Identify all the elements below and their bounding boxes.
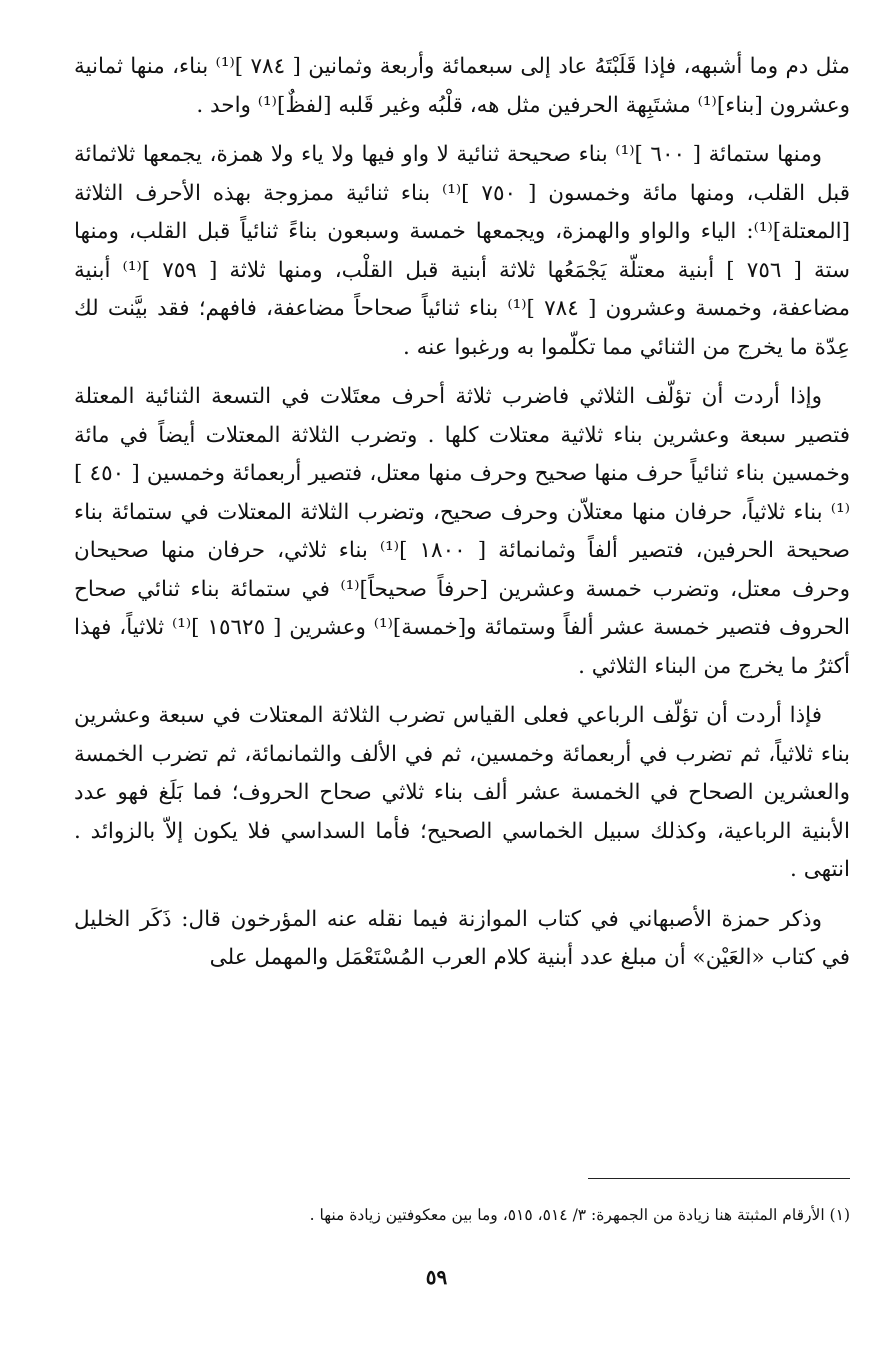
paragraph-4: فإذا أردت أن تؤلّف الرباعي فعلى القياس تضرب الثلاثة المعتلات في سبعة وعشرين بناء ثلاثياً، ثم تضرب في أربعمائة وخمسين، ثم في الألف والثمانمائة، ثم تضرب الخمسة والعشرين الصحاح في الخمسة عشر ألف بناء ثلاثي صحاح الحروف؛ فما بَلَغ فهو عدد الأبنية الرباعية، وكذلك سبيل الخماسي الصحيح؛ فأما السداسي فلا يكون إلاّ بالزوائد . انتهى . — [74, 703, 850, 882]
paragraph-1: مثل دم وما أشبهه، فإذا قَلَبْتَهُ عاد إلى سبعمائة وأربعة وثمانين [ ٧٨٤ ]⁽¹⁾ بناء، منها ثمانية وعشرون [بناء]⁽¹⁾ مشتَبِهة الحرفين مثل هه، قلْبُه وغير قَلبه [لفظٌ]⁽¹⁾ واحد . — [74, 54, 850, 118]
paragraph-2: ومنها ستمائة [ ٦٠٠ ]⁽¹⁾ بناء صحيحة ثنائية لا واو فيها ولا ياء ولا همزة، يجمعها ثلاثمائة قبل القلب، ومنها مائة وخمسون [ ٧٥٠ ]⁽¹⁾ بناء ثنائية ممزوجة بهذه الأحرف الثلاثة [المعتلة]⁽¹⁾: الياء والواو والهمزة، ويجمعها خمسة وسبعون بناءً ثنائياً قبل القلب، ومنها ستة [ ٧٥٦ ] أبنية معتلّة يَجْمَعُها ثلاثة أبنية قبل القلْب، ومنها ثلاثة [ ٧٥٩ ]⁽¹⁾ أبنية مضاعفة، وخمسة وعشرون [ ٧٨٤ ]⁽¹⁾ بناء ثنائياً صحاحاً مضاعفة، فافهم؛ فقد بيَّنت لك عِدّة ما يخرج من الثنائي مما تكلّموا به ورغبوا عنه . — [74, 142, 850, 360]
page-number: ٥٩ — [425, 1265, 448, 1289]
paragraph-5: وذكر حمزة الأصبهاني في كتاب الموازنة فيما نقله عنه المؤرخون قال: ذَكَر الخليل في كتاب «العَيْن» أن مبلغ عدد أبنية كلام العرب المُسْتَعْمَل والمهمل على — [74, 906, 850, 970]
footnote-divider — [588, 1178, 850, 1179]
main-text — [74, 48, 850, 989]
footnote: (١) الأرقام المثبتة هنا زيادة من الجمهرة: ٣/ ٥١٤، ٥١٥، وما بين معكوفتين زيادة منها . — [309, 1206, 850, 1224]
paragraph-3: وإذا أردت أن تؤلّف الثلاثي فاضرب ثلاثة أحرف معتَلات في التسعة الثنائية المعتلة فتصير سبعة وعشرين بناء ثلاثية معتلات كلها . وتضرب الثلاثة المعتلات أيضاً في مائة وخمسين بناء ثنائياً حرف منها صحيح وحرف منها معتل، فتصير أربعمائة وخمسين [ ٤٥٠ ]⁽¹⁾ بناء ثلاثياً، حرفان منها معتلاّن وحرف صحيح، وتضرب الثلاثة المعتلات في ستمائة بناء صحيحة الحرفين، فتصير ألفاً وثمانمائة [ ١٨٠٠ ]⁽¹⁾ بناء ثلاثي، حرفان منها صحيحان وحرف معتل، وتضرب خمسة وعشرين [حرفاً صحيحاً]⁽¹⁾ في ستمائة بناء ثنائي صحاح الحروف فتصير خمسة عشر ألفاً وستمائة و[خمسة]⁽¹⁾ وعشرين [ ١٥٦٢٥ ]⁽¹⁾ ثلاثياً، فهذا أكثرُ ما يخرج من البناء الثلاثي . — [74, 384, 850, 679]
